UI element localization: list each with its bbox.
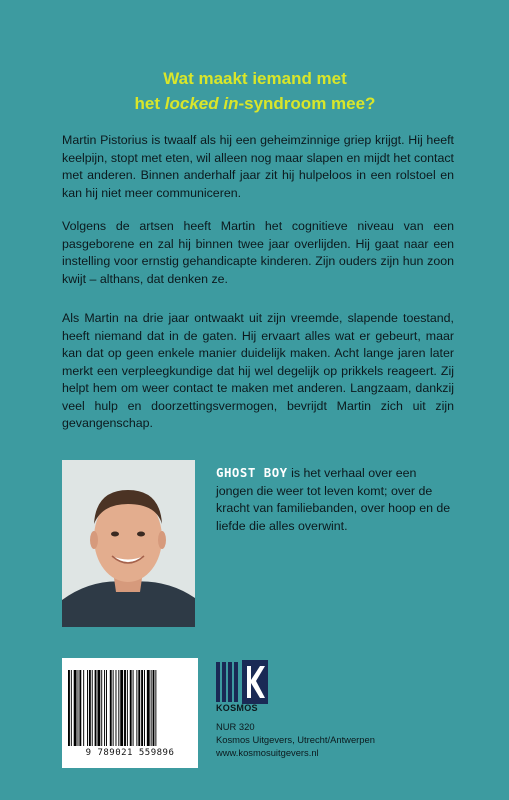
barcode-bar (151, 670, 152, 746)
barcode-bars (68, 670, 192, 746)
ghost-boy-text: is het verhaal over een jongen die weer tot leven komt; over de kracht van familiebanden, over hoop en de liefde die alles overwint. (216, 466, 451, 533)
author-portrait-illustration (62, 460, 195, 627)
barcode-bar (147, 670, 150, 746)
barcode-bar (87, 670, 88, 746)
kosmos-logo-text: KOSMOS (216, 703, 258, 713)
barcode (62, 658, 198, 768)
barcode-bar (138, 670, 140, 746)
barcode-bar (71, 670, 72, 746)
barcode-bar (153, 670, 155, 746)
barcode-bar (133, 670, 134, 746)
paragraph-2-text: Volgens de artsen heeft Martin het cognitieve niveau van een pasgeborene en zal hij binnen twee jaar overlijden. Hij gaat naar een instelling voor ernstig gehandicapte kinderen. Zijn ouders zijn hun zoon kwijt – althans, dat denken ze. (62, 219, 454, 286)
headline-line-1: Wat maakt iemand met (163, 69, 347, 88)
barcode-number: 9 789021 559896 (85, 748, 175, 758)
headline-pre: het (134, 94, 165, 113)
kosmos-logo-icon (216, 660, 268, 704)
barcode-bar (68, 670, 70, 746)
barcode-bar (78, 670, 79, 746)
paragraph-3 (62, 310, 454, 433)
publisher-name: Kosmos Uitgevers, Utrecht/Antwerpen (216, 734, 375, 745)
headline-emphasis: locked in (164, 94, 239, 113)
barcode-bar (124, 670, 126, 746)
barcode-bar (92, 670, 93, 746)
barcode-bar (95, 670, 97, 746)
paragraph-3-text: Als Martin na drie jaar ontwaakt uit zijn vreemde, slapende toestand, heeft niemand dat in de gaten. Hij ervaart alles wat er gebeurt, maar kan dat op geen enkele manier duidelijk maken. Acht lange jaren later merkt een verpleegkundige dat hij wel degelijk op prikkels reageert. Zij helpt hem om weer contact te maken met anderen. Langzaam, dankzij veel hulp en doorzettingsvermogen, bevrijdt Martin zich uit zijn gevangenschap. (62, 311, 454, 430)
author-photo (62, 460, 195, 627)
barcode-bar (74, 670, 77, 746)
barcode-bar (118, 670, 119, 746)
headline (60, 66, 450, 116)
barcode-bar (106, 670, 107, 746)
nur-code: NUR 320 (216, 721, 255, 732)
paragraph-1 (62, 132, 454, 202)
headline-post: -syndroom mee? (238, 94, 376, 113)
publisher-info (216, 720, 375, 759)
barcode-bar (116, 670, 117, 746)
ghost-boy-blurb (216, 464, 456, 535)
barcode-bar (101, 670, 102, 746)
barcode-bar (155, 670, 156, 746)
barcode-bar (113, 670, 114, 746)
barcode-bar (110, 670, 112, 746)
barcode-bar (136, 670, 137, 746)
barcode-bar (141, 670, 143, 746)
barcode-bar (144, 670, 145, 746)
publisher-website: www.kosmosuitgevers.nl (216, 747, 319, 758)
barcode-bar (79, 670, 81, 746)
barcode-bar (97, 670, 100, 746)
barcode-bar (104, 670, 105, 746)
barcode-bar (89, 670, 91, 746)
headline-line-2 (60, 91, 450, 116)
barcode-bar (120, 670, 123, 746)
barcode-bar (130, 670, 132, 746)
barcode-bar (127, 670, 128, 746)
paragraph-1-text: Martin Pistorius is twaalf als hij een geheimzinnige griep krijgt. Hij heeft keelpijn, stopt met eten, wil alleen nog maar slapen en mijdt het contact met anderen. Binnen anderhalf jaar zit hij hulpeloos in een rolstoel en kan hij niet meer communiceren. (62, 133, 454, 200)
barcode-bar (83, 670, 84, 746)
ghost-boy-title: GHOST BOY (216, 465, 288, 480)
paragraph-2 (62, 218, 454, 288)
